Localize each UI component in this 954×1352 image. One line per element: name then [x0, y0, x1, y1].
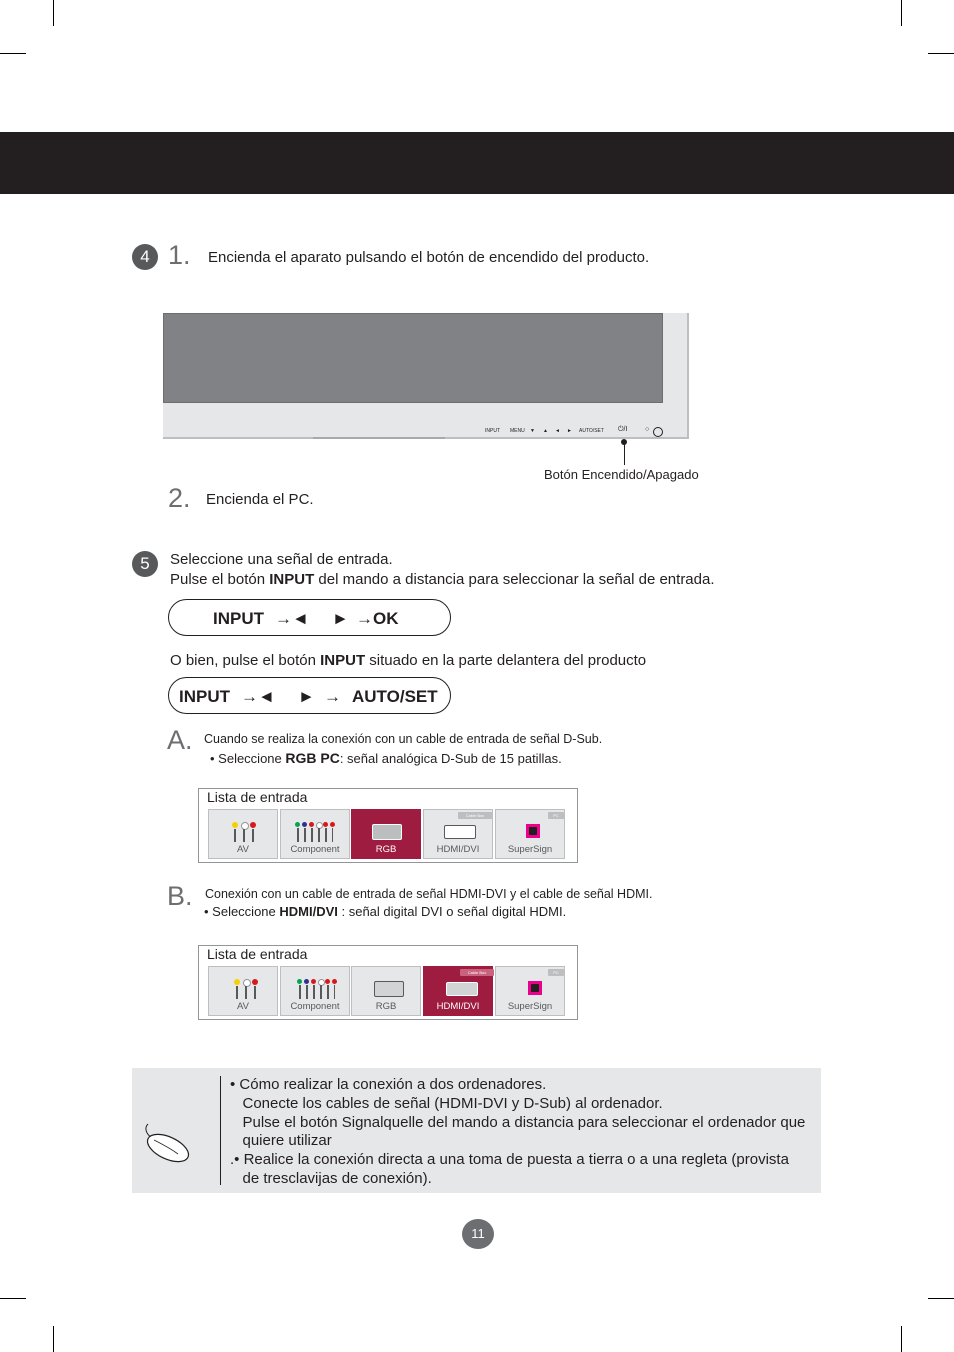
text-run-bold: HDMI/DVI [279, 904, 338, 919]
note-line-4: quiere utilizar [230, 1132, 332, 1149]
input-tile-av[interactable] [208, 966, 278, 1016]
monitor-control-down: ▼ [530, 428, 535, 434]
power-callout-line [624, 443, 625, 465]
monitor-control-left: ◄ [555, 428, 560, 434]
input-tag-cable-box: Cable Box [460, 969, 494, 976]
section-a-line2 [210, 750, 562, 766]
input-tile-rgb[interactable] [351, 966, 421, 1016]
crop-mark [928, 53, 954, 54]
crop-mark [53, 0, 54, 26]
key-sequence-remote [168, 599, 451, 636]
note-box [132, 1068, 821, 1193]
section-a-line1: Cuando se realiza la conexión con un cable de entrada de señal D-Sub. [204, 732, 603, 746]
monitor-control-menu: MENU [510, 428, 525, 434]
key-autoset: AUTO/SET [352, 687, 438, 706]
input-list-title: Lista de entrada [207, 946, 308, 962]
input-tile-supersign[interactable] [495, 809, 565, 859]
note-line-6: de tresclavijas de conexión). [230, 1170, 432, 1187]
av-connector-icon [234, 979, 258, 999]
input-tile-component[interactable] [280, 809, 350, 859]
note-line-2: Conecte los cables de señal (HDMI-DVI y D-Sub) al ordenador. [230, 1095, 663, 1112]
crop-mark [901, 1326, 902, 1352]
section-b-line2 [204, 904, 566, 919]
input-tile-label: AV [237, 844, 249, 855]
input-tile-label: HDMI/DVI [436, 844, 480, 855]
monitor-control-led: ○ [645, 426, 650, 433]
supersign-icon [526, 824, 540, 838]
key-ok: →OK [356, 609, 399, 628]
input-list-panel-a [198, 788, 578, 863]
monitor-control-autoset: AUTO/SET [579, 428, 604, 434]
step-number-1: 1. [168, 240, 191, 270]
key-left: →◄ [275, 609, 309, 628]
note-line-1: • Cómo realizar la conexión a dos ordenadores. [230, 1076, 547, 1093]
text-run: • Seleccione [204, 904, 280, 919]
input-list-panel-b [198, 945, 578, 1020]
arrow-right: → [324, 687, 341, 706]
hdmi-connector-icon [446, 982, 478, 996]
header-bar [0, 132, 954, 194]
step5-line1: Seleccione una señal de entrada. [170, 551, 393, 568]
av-connector-icon [232, 822, 256, 842]
note-divider [220, 1076, 221, 1185]
input-tile-label: AV [237, 1001, 249, 1012]
monitor-control-power: ⏻/I [618, 426, 628, 433]
text-run: O bien, pulse el botón [170, 652, 321, 669]
input-tag-pc: PC [548, 969, 564, 976]
supersign-icon [528, 981, 542, 995]
hdmi-connector-icon [444, 825, 476, 839]
monitor-illustration [163, 313, 689, 439]
input-tile-label: Component [290, 1001, 340, 1012]
monitor-power-button-icon [653, 427, 663, 437]
section-b-line1: Conexión con un cable de entrada de señal HDMI-DVI y el cable de señal HDMI. [205, 887, 653, 901]
key-right: ► [298, 687, 315, 706]
step-badge-5: 5 [132, 551, 158, 577]
input-tile-label: SuperSign [507, 844, 553, 855]
step-text-power-on: Encienda el aparato pulsando el botón de encendido del producto. [208, 249, 650, 266]
vga-connector-icon [372, 824, 402, 840]
step5-alt-line [170, 652, 646, 669]
text-run: : señal analógica D-Sub de 15 patillas. [339, 751, 562, 766]
input-tile-hdmi-dvi[interactable] [423, 809, 493, 859]
key-input: INPUT [179, 687, 230, 706]
key-left: →◄ [241, 687, 275, 706]
input-tile-component[interactable] [280, 966, 350, 1016]
monitor-control-right: ► [567, 428, 572, 434]
input-tile-label: RGB [375, 844, 397, 855]
text-run-bold: INPUT [269, 571, 315, 588]
step-text-pc-on: Encienda el PC. [206, 491, 314, 508]
monitor-control-up: ▲ [543, 428, 548, 434]
crop-mark [0, 53, 26, 54]
monitor-screen [163, 313, 663, 403]
note-line-5: .• Realice la conexión directa a una toma de puesta a tierra o a una regleta (provista [230, 1151, 789, 1168]
input-tile-label: RGB [375, 1001, 397, 1012]
crop-mark [53, 1326, 54, 1352]
text-run: • Seleccione [210, 751, 286, 766]
text-run-bold: RGB PC [285, 750, 340, 766]
step5-line2 [170, 571, 715, 588]
component-connector-icon [295, 822, 337, 842]
monitor-stand [313, 437, 445, 439]
section-letter-a: A. [167, 725, 193, 755]
step-badge-4: 4 [132, 244, 158, 270]
input-tag-cable-box: Cable Box [458, 812, 492, 819]
input-tile-label: SuperSign [507, 1001, 553, 1012]
crop-mark [928, 1298, 954, 1299]
input-tag-pc: PC [548, 812, 564, 819]
mouse-icon [142, 1120, 192, 1166]
text-run: del mando a distancia para seleccionar la señal de entrada. [314, 571, 715, 588]
page-number: 11 [462, 1219, 494, 1249]
step-number-2: 2. [168, 483, 191, 513]
key-sequence-front-panel [168, 677, 451, 714]
section-letter-b: B. [167, 881, 193, 911]
input-list-title: Lista de entrada [207, 789, 308, 805]
text-run: : señal digital DVI o señal digital HDMI. [337, 904, 567, 919]
text-run-bold: INPUT [320, 652, 366, 669]
input-tile-supersign[interactable] [495, 966, 565, 1016]
input-tile-av[interactable] [208, 809, 278, 859]
input-tile-hdmi-dvi[interactable] [423, 966, 493, 1016]
vga-connector-icon [374, 981, 404, 997]
input-tile-rgb[interactable] [351, 809, 421, 859]
key-input: INPUT [213, 609, 264, 628]
note-line-3: Pulse el botón Signalquelle del mando a distancia para seleccionar el ordenador que [230, 1114, 806, 1131]
key-right: ► [332, 609, 349, 628]
input-tile-label: HDMI/DVI [436, 1001, 480, 1012]
text-run: Pulse el botón [170, 571, 270, 588]
crop-mark [0, 1298, 26, 1299]
crop-mark [901, 0, 902, 26]
power-button-label: Botón Encendido/Apagado [544, 467, 699, 482]
monitor-control-input: INPUT [485, 428, 500, 434]
component-connector-icon [297, 979, 339, 999]
text-run: situado en la parte delantera del producto [365, 652, 647, 669]
input-tile-label: Component [290, 844, 340, 855]
